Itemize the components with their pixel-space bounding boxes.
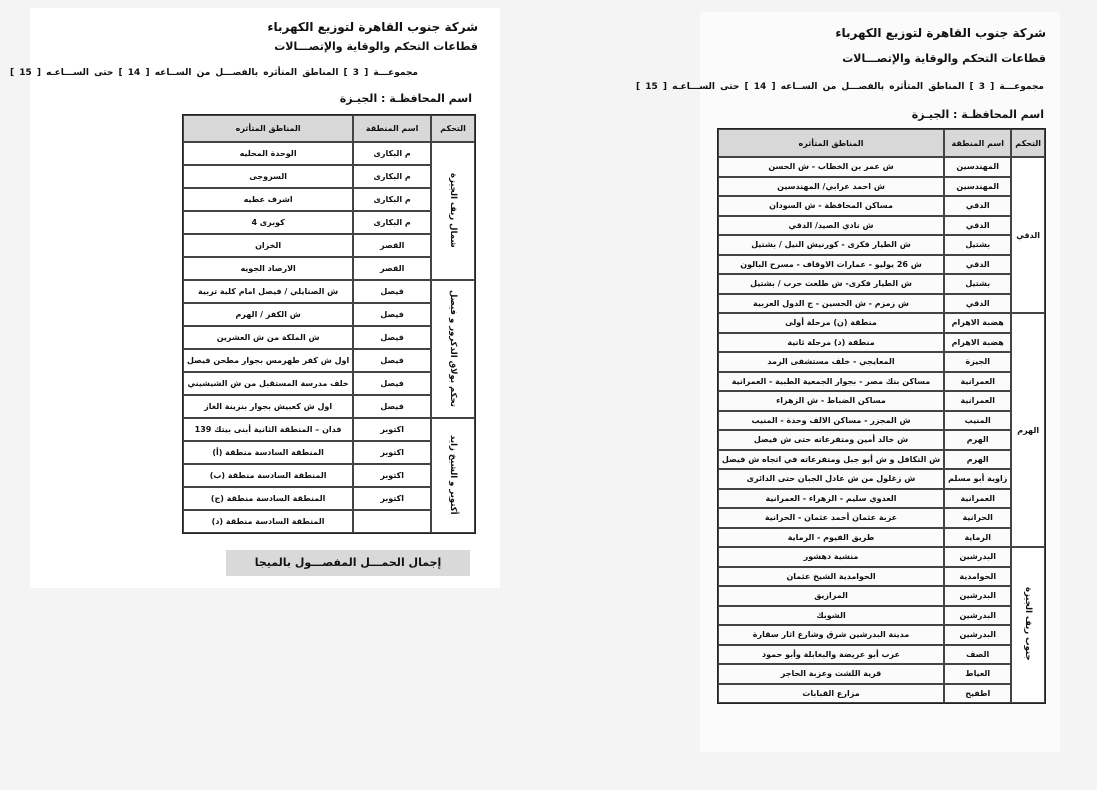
zone-cell: القصر [353,257,431,280]
areas-cell: ش التكافل و ش أبو جبل ومتفرعاته في اتجاه ش فيصل [718,450,944,470]
areas-cell: اول ش كعبيش بجوار بنزينة الغاز [183,395,353,418]
zone-cell: الصف [944,645,1011,665]
areas-cell: اول ش كفر طهرمس بجوار مطحن فيصل [183,349,353,372]
zone-cell: الجيزة [944,352,1011,372]
zone-cell: م البكارى [353,211,431,234]
zone-cell: العياط [944,664,1011,684]
areas-cell: المنطقة السادسة منطقة (ج) [183,487,353,510]
zone-cell: الحوامدية [944,567,1011,587]
areas-cell: الخزان [183,234,353,257]
schedule-table [182,114,476,534]
areas-cell: ش احمد عرابي/ المهندسين [718,177,944,197]
control-cell [1011,313,1045,547]
zone-cell [353,510,431,533]
control-label: الدقي [1016,230,1040,240]
areas-cell: مساكن الضباط - ش الزهراء [718,391,944,411]
areas-cell: الحوامدية الشيخ عثمان [718,567,944,587]
areas-cell: طريق الفيوم - الرماية [718,528,944,548]
areas-cell: ش زمزم - ش الحسين - ج الدول العربية [718,294,944,314]
control-cell [1011,547,1045,703]
zone-cell: م البكارى [353,142,431,165]
zone-cell: البدرشين [944,586,1011,606]
areas-cell: ش الطيار فكرى- ش طلعت حرب / بشتيل [718,274,944,294]
header-areas: المناطق المتأثره [183,115,353,142]
control-cell [431,280,475,418]
areas-cell: منطقة (ن) مرحلة أولى [718,313,944,333]
zone-cell: الحرانية [944,508,1011,528]
areas-cell: فدان – المنطقة الثانية أبنى بيتك 139 [183,418,353,441]
zone-cell: الهرم [944,450,1011,470]
areas-cell: العدوي سليم - الزهراء - العمرانية [718,489,944,509]
areas-cell: ش الصنايلي / فيصل امام كلية تربية [183,280,353,303]
areas-cell: عرب أبو عريضة والبغابلة وأبو حمود [718,645,944,665]
zone-cell: الدقي [944,216,1011,236]
control-cell [1011,157,1045,313]
areas-cell: ش 26 يوليو - عمارات الاوقاف - مسرح البالون [718,255,944,275]
control-label: تحكم بولاق الدكرور و فيصل [448,289,459,407]
zone-cell: فيصل [353,349,431,372]
areas-cell: اشرف عطيه [183,188,353,211]
areas-cell: قرية اللشت وعزبة الحاجر [718,664,944,684]
left-page [9,8,500,588]
zone-cell: البدرشين [944,547,1011,567]
header-zone: اسم المنطقة [944,129,1011,157]
zone-cell: فيصل [353,303,431,326]
areas-cell: ش نادي الصيد/ الدقي [718,216,944,236]
control-label: جنوب ريف الجيزة [1023,587,1034,661]
areas-cell: عزبة عثمان أحمد عثمان - الحرانية [718,508,944,528]
header-control: التحكم [1011,129,1045,157]
control-label: الهرم [1017,425,1040,435]
group-title: مجموعـــة [ 3 ] المناطق المتأثره بالفصـــل من الســاعه [ 14 ] حتى الســـاعـه [ 15 ] [635,82,1044,92]
areas-cell: المعايجي - خلف مستشفى الرمد [718,352,944,372]
areas-cell: المنطقة السادسة منطقة (أ) [183,441,353,464]
areas-cell: خلف مدرسة المستقبل من ش الشيشيني [183,372,353,395]
sector-title: قطاعات التحكم والوقاية والإتصـــالات [842,52,1046,65]
zone-cell: فيصل [353,280,431,303]
zone-cell: هضبة الاهرام [944,313,1011,333]
areas-cell: السروجى [183,165,353,188]
company-title: شركة جنوب القاهرة لتوزيع الكهرباء [267,20,478,34]
zone-cell: المنيب [944,411,1011,431]
zone-cell: فيصل [353,372,431,395]
zone-cell: بشتيل [944,235,1011,255]
zone-cell: العمرانية [944,489,1011,509]
zone-cell: م البكارى [353,165,431,188]
schedule-table [717,128,1046,704]
areas-cell: ش زغلول من ش عادل الجبان حتى الدائرى [718,469,944,489]
governorate-title: اسم المحافظـة : الجيـزة [339,92,472,105]
header-control: التحكم [431,115,475,142]
areas-cell: ش الكفر / الهرم [183,303,353,326]
control-label: شمال ريف الجيزة [448,172,459,248]
areas-cell: الارصاد الجويه [183,257,353,280]
zone-cell: البدرشين [944,625,1011,645]
group-title: مجموعـــة [ 3 ] المناطق المتأثره بالفصـــل من الســاعه [ 14 ] حتى الســـاعـه [ 15 ] [9,68,418,78]
zone-cell: القصر [353,234,431,257]
areas-cell: المنطقة السادسة منطقة (د) [183,510,353,533]
zone-cell: م البكارى [353,188,431,211]
header-areas: المناطق المتأثره [718,129,944,157]
zone-cell: الدقي [944,255,1011,275]
total-load-label: إجمال الحمـــل المفصـــول بالميجا [226,550,470,576]
areas-cell: مدينة البدرشين شرق وشارع اثار سقارة [718,625,944,645]
areas-cell: مساكن بنك مصر - بجوار الجمعية الطبية - العمرانية [718,372,944,392]
control-label: أكتوبر و الشيخ زايد [448,434,459,515]
zone-cell: الدقي [944,196,1011,216]
zone-cell: فيصل [353,326,431,349]
areas-cell: ش المجزر - مساكن الالف وحدة - المنيب [718,411,944,431]
zone-cell: اطفيح [944,684,1011,704]
zone-cell: اكتوبر [353,418,431,441]
header-zone: اسم المنطقة [353,115,431,142]
sector-title: قطاعات التحكم والوقاية والإتصـــالات [274,40,478,53]
zone-cell: العمرانية [944,372,1011,392]
control-cell [431,142,475,280]
zone-cell: المهندسين [944,177,1011,197]
zone-cell: هضبة الاهرام [944,333,1011,353]
areas-cell: مساكن المحافظة - ش السودان [718,196,944,216]
areas-cell: كوبرى 4 [183,211,353,234]
right-page [635,12,1060,752]
areas-cell: المنطقة السادسة منطقة (ب) [183,464,353,487]
zone-cell: فيصل [353,395,431,418]
zone-cell: زاوية أبو مسلم [944,469,1011,489]
areas-cell: ش عمر بن الخطاب - ش الحسن [718,157,944,177]
areas-cell: منطقة (د) مرحلة ثانية [718,333,944,353]
areas-cell: مزارع القبابات [718,684,944,704]
zone-cell: الهرم [944,430,1011,450]
zone-cell: المهندسين [944,157,1011,177]
zone-cell: اكتوبر [353,441,431,464]
company-title: شركة جنوب القاهرة لتوزيع الكهرباء [835,26,1046,40]
areas-cell: منشية دهشور [718,547,944,567]
areas-cell: ش الملكة من ش العشرين [183,326,353,349]
zone-cell: اكتوبر [353,464,431,487]
zone-cell: الدقي [944,294,1011,314]
zone-cell: اكتوبر [353,487,431,510]
areas-cell: الوحدة المحليه [183,142,353,165]
zone-cell: بشتيل [944,274,1011,294]
governorate-title: اسم المحافظـة : الجيـزة [911,108,1044,121]
areas-cell: الشوبك [718,606,944,626]
zone-cell: العمرانية [944,391,1011,411]
areas-cell: ش الطيار فكرى - كورنيش النيل / بشتيل [718,235,944,255]
zone-cell: البدرشين [944,606,1011,626]
areas-cell: ش خالد أمين ومتفرعاته حتى ش فيصل [718,430,944,450]
areas-cell: المرازيق [718,586,944,606]
zone-cell: الرماية [944,528,1011,548]
control-cell [431,418,475,533]
